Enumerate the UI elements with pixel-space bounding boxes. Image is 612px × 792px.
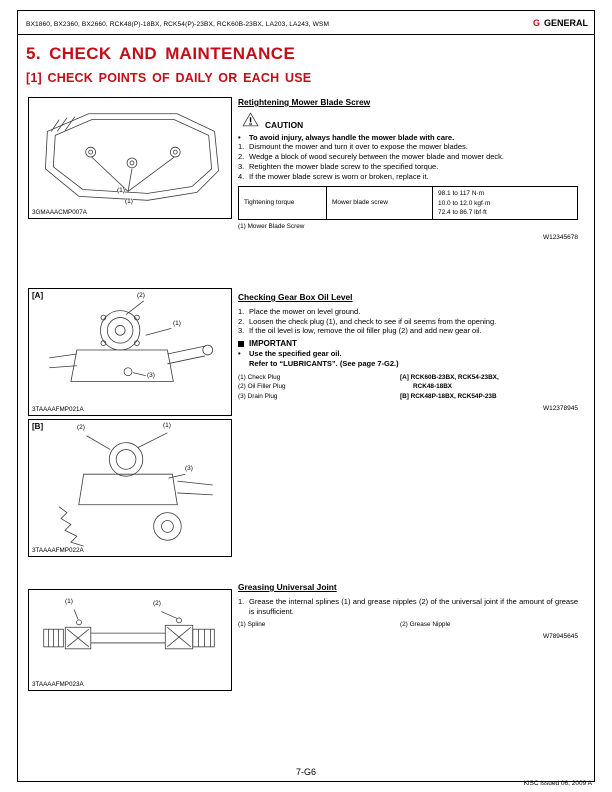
header-section-letter: G (532, 18, 540, 28)
header-section (533, 18, 588, 28)
figure-callout: (1) (117, 187, 125, 194)
figure-callout: (2) (137, 292, 145, 299)
step-number: 1. (238, 306, 245, 316)
legend-right-column (400, 373, 499, 402)
step-text: Grease the internal splines (1) and grease nipples (2) of the universal joint if the amount of grease is insufficient. (249, 596, 578, 616)
important-header (238, 340, 578, 348)
step (238, 162, 578, 172)
step (238, 142, 578, 152)
step-text: Retighten the mower blade screw to the specified torque. (249, 161, 439, 171)
header-model-list: BX1860, BX2360, BX2660, RCK48(P)-18BX, RCK54(P)-23BX, RCK60B-23BX, LA203, LA243, WSM (26, 21, 330, 28)
figure-callout: (1) (125, 198, 133, 205)
page-number: 7-G6 (295, 767, 316, 777)
step-text: If the mower blade screw is worn or broken, replace it. (249, 171, 429, 181)
document-code: W12345678 (542, 234, 578, 242)
section-retightening-mower-blade-screw (238, 97, 578, 242)
legend-item: RCK48-18BX (413, 383, 453, 391)
step-number: 4. (238, 171, 245, 181)
step-number: 1. (238, 142, 245, 152)
figure-tag: [B] (32, 422, 44, 431)
important-text-continued: Refer to “LUBRICANTS”. (See page 7-G2.) (249, 359, 399, 369)
legend-item: (3) Drain Plug (238, 393, 278, 401)
figure-callout: (1) (65, 598, 73, 605)
figure-caption: 3TAAAAFMP022A (32, 547, 84, 554)
figure-gearbox-a (28, 288, 232, 416)
section-checking-gear-box-oil-level (238, 292, 578, 413)
page-title: 5. CHECK AND MAINTENANCE (26, 44, 296, 63)
gearbox-a-drawing (29, 289, 231, 415)
figure-universal-joint (28, 589, 232, 691)
torque-spec-table (238, 186, 578, 219)
section-heading: Retightening Mower Blade Screw (238, 97, 371, 107)
legend-item: (2) Oil Filler Plug (238, 383, 286, 391)
figure-callout: (3) (185, 465, 193, 472)
step-number: 2. (238, 152, 245, 162)
torque-lbfft: 72.4 to 86.7 lbf·ft (438, 208, 487, 216)
figure-callout: (1) (163, 422, 171, 429)
figure-tag: [A] (32, 291, 44, 300)
caution-header (242, 112, 578, 130)
page-subtitle: [1] CHECK POINTS OF DAILY OR EACH USE (26, 71, 312, 85)
legend-right-column (400, 620, 450, 630)
figure-callout: (1) (173, 320, 181, 327)
universal-joint-drawing (29, 590, 231, 690)
step-number: 3. (238, 161, 245, 171)
torque-nm: 98.1 to 117 N·m (438, 190, 485, 198)
torque-kgfm: 10.0 to 12.0 kgf·m (438, 199, 491, 207)
legend-item: (1) Spline (238, 621, 266, 629)
section-heading: Greasing Universal Joint (238, 582, 337, 592)
step-text: Loosen the check plug (1), and check to see if oil seems from the opening. (249, 316, 497, 326)
important-text: Use the specified gear oil. (249, 349, 342, 359)
step (238, 307, 578, 317)
step (238, 172, 578, 182)
section-greasing-universal-joint (238, 582, 578, 641)
header-section-name: GENERAL (543, 18, 588, 28)
bullet: • (238, 349, 241, 359)
gearbox-b-drawing (29, 420, 231, 556)
table-cell-values (433, 187, 578, 219)
figure-legend: (1) Mower Blade Screw (238, 222, 305, 230)
document-code: W12378945 (542, 404, 578, 412)
step-number: 3. (238, 326, 245, 336)
document-code: W78945645 (542, 633, 578, 641)
step (238, 597, 578, 617)
legend-item: [B] RCK48P-18BX, RCK54P-23B (400, 393, 497, 401)
figure-callout: (3) (147, 372, 155, 379)
legend-item: [A] RCK60B-23BX, RCK54-23BX, (400, 373, 499, 381)
section-heading: Checking Gear Box Oil Level (238, 292, 353, 302)
table-cell-label: Tightening torque (239, 187, 327, 219)
important-square-icon (238, 341, 244, 347)
legend-left-column (238, 373, 400, 402)
figure-legend (238, 373, 578, 402)
legend-item: (2) Grease Nipple (400, 621, 451, 629)
figure-gearbox-b (28, 419, 232, 557)
caution-text: To avoid injury, always handle the mower blade with care. (249, 132, 455, 142)
header-rule (17, 34, 595, 35)
important-bullet-line (238, 349, 578, 359)
issue-note: KiSC issued 06, 2009 A (523, 780, 592, 787)
figure-callout: (2) (77, 424, 85, 431)
step-number: 2. (238, 316, 245, 326)
step (238, 326, 578, 336)
legend-left-column (238, 620, 400, 630)
table-cell-item: Mower blade screw (327, 187, 433, 219)
step-text: Wedge a block of wood securely between the mower blade and mower deck. (249, 152, 505, 162)
caution-bullet-line (238, 133, 578, 143)
figure-caption: 3GMAAACMP007A (32, 209, 87, 216)
legend-item: (1) Check Plug (238, 373, 281, 381)
step (238, 317, 578, 327)
step (238, 152, 578, 162)
step-text: Place the mower on level ground. (249, 306, 361, 316)
step-number: 1. (238, 596, 245, 606)
caution-icon (242, 112, 259, 130)
figure-caption: 3TAAAAFMP021A (32, 406, 84, 413)
figure-caption: 3TAAAAFMP023A (32, 681, 84, 688)
caution-label: CAUTION (265, 120, 304, 131)
figure-mower-deck (28, 97, 232, 219)
step-text: If the oil level is low, remove the oil filler plug (2) and add new gear oil. (249, 326, 482, 336)
important-label: IMPORTANT (249, 339, 298, 349)
step-text: Dismount the mower and turn it over to expose the mower blades. (249, 142, 468, 152)
bullet: • (238, 132, 241, 142)
figure-legend (238, 620, 578, 630)
figure-callout: (2) (153, 600, 161, 607)
